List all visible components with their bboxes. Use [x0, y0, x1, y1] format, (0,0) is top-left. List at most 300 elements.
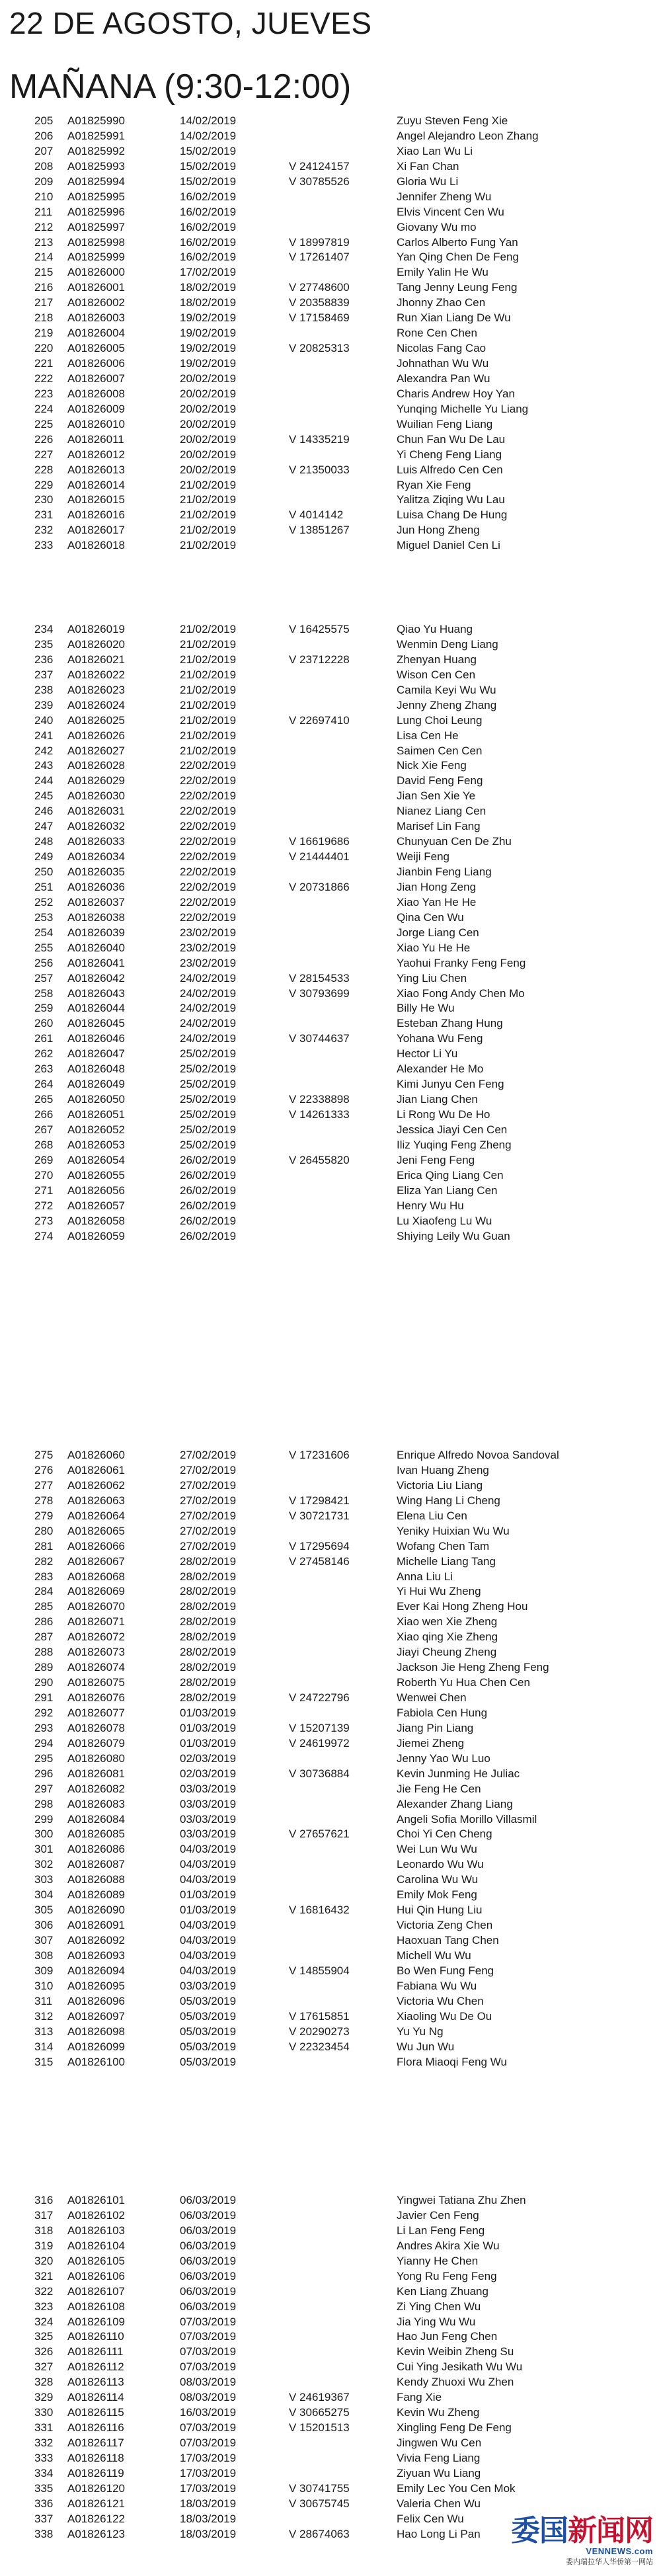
record-code: A01826040	[67, 941, 125, 954]
registration-date: 04/03/2019	[180, 1949, 237, 1962]
list-row	[0, 417, 661, 432]
row-number: 328	[34, 2376, 54, 2389]
registration-date: 24/02/2019	[180, 1032, 237, 1045]
person-name: Lu Xiaofeng Lu Wu	[397, 1214, 492, 1227]
record-code: A01826088	[67, 1873, 125, 1886]
person-name: Wing Hang Li Cheng	[397, 1494, 500, 1507]
person-name: Zi Ying Chen Wu	[397, 2300, 481, 2313]
row-number: 242	[34, 744, 54, 757]
row-number: 257	[34, 971, 54, 985]
id-number: V 14261333	[289, 1108, 350, 1121]
person-name: Chunyuan Cen De Zhu	[397, 835, 512, 848]
list-row	[0, 1478, 661, 1494]
row-number: 209	[34, 175, 54, 188]
id-number: V 22338898	[289, 1093, 350, 1106]
row-number: 309	[34, 1964, 54, 1977]
registration-date: 03/03/2019	[180, 1797, 237, 1810]
list-row	[0, 1168, 661, 1184]
row-number: 280	[34, 1524, 54, 1537]
registration-date: 25/02/2019	[180, 1138, 237, 1151]
list-row	[0, 1199, 661, 1214]
record-code: A01825992	[67, 144, 125, 157]
record-code: A01826114	[67, 2391, 124, 2404]
record-code: A01826068	[67, 1570, 125, 1583]
registration-date: 28/02/2019	[180, 1600, 237, 1613]
registration-date: 02/03/2019	[180, 1767, 237, 1780]
list-row	[0, 250, 661, 265]
person-name: Iliz Yuqing Feng Zheng	[397, 1138, 512, 1151]
list-row	[0, 2269, 661, 2284]
registration-date: 16/02/2019	[180, 251, 237, 264]
registration-date: 07/03/2019	[180, 2330, 237, 2343]
person-name: Jiayi Cheung Zheng	[397, 1646, 497, 1659]
id-number: V 20825313	[289, 342, 350, 355]
record-code: A01826059	[67, 1229, 125, 1242]
record-code: A01826009	[67, 402, 125, 415]
record-code: A01826116	[67, 2421, 124, 2435]
row-number: 256	[34, 956, 54, 969]
person-name: Luisa Chang De Hung	[397, 508, 508, 522]
person-name: Jianbin Feng Liang	[397, 865, 492, 878]
person-name: Michell Wu Wu	[397, 1949, 471, 1962]
registration-date: 04/03/2019	[180, 1843, 237, 1856]
id-number: V 17615851	[289, 2009, 350, 2023]
person-name: Wenmin Deng Liang	[397, 637, 498, 651]
list-row	[0, 1463, 661, 1478]
person-name: Enrique Alfredo Novoa Sandoval	[397, 1449, 559, 1461]
registration-date: 18/02/2019	[180, 296, 237, 309]
registration-date: 25/02/2019	[180, 1078, 237, 1091]
list-row	[0, 1584, 661, 1599]
list-row	[0, 2040, 661, 2055]
registration-date: 05/03/2019	[180, 2055, 237, 2068]
list-row	[0, 1123, 661, 1138]
person-name: Qina Cen Wu	[397, 910, 464, 924]
list-row	[0, 1138, 661, 1153]
list-row	[0, 1031, 661, 1047]
registration-date: 28/02/2019	[180, 1691, 237, 1704]
record-code: A01826102	[67, 2208, 125, 2222]
record-code: A01826014	[67, 478, 125, 491]
row-number: 251	[34, 880, 54, 893]
registration-date: 24/02/2019	[180, 1017, 237, 1030]
record-code: A01826063	[67, 1494, 125, 1507]
registration-date: 21/02/2019	[180, 539, 237, 552]
registration-date: 04/03/2019	[180, 1858, 237, 1871]
record-code: A01825995	[67, 190, 125, 203]
row-number: 301	[34, 1843, 54, 1856]
record-code: A01826099	[67, 2040, 125, 2053]
record-code: A01826062	[67, 1478, 125, 1492]
record-code: A01826120	[67, 2481, 125, 2495]
person-name: Elvis Vincent Cen Wu	[397, 205, 504, 218]
person-name: Johnathan Wu Wu	[397, 357, 489, 370]
row-number: 233	[34, 539, 54, 552]
list-row	[0, 895, 661, 910]
row-number: 312	[34, 2009, 54, 2023]
registration-date: 28/02/2019	[180, 1661, 237, 1674]
person-name: Tang Jenny Leung Feng	[397, 281, 518, 294]
registration-date: 20/02/2019	[180, 402, 237, 415]
list-row	[0, 1570, 661, 1585]
list-row	[0, 698, 661, 713]
record-code: A01826030	[67, 789, 125, 803]
list-row	[0, 1751, 661, 1767]
registration-date: 28/02/2019	[180, 1646, 237, 1659]
id-number: V 17158469	[289, 311, 350, 325]
registration-date: 18/02/2019	[180, 281, 237, 294]
id-number: V 27657621	[289, 1828, 350, 1841]
registration-date: 01/03/2019	[180, 1706, 237, 1719]
record-code: A01826086	[67, 1843, 125, 1856]
record-code: A01826055	[67, 1168, 125, 1182]
id-number: V 27748600	[289, 281, 350, 294]
person-name: Ziyuan Wu Liang	[397, 2466, 481, 2479]
row-number: 331	[34, 2421, 54, 2435]
list-row	[0, 356, 661, 372]
registration-date: 04/03/2019	[180, 1873, 237, 1886]
id-number: V 28674063	[289, 2527, 350, 2540]
person-name: Yong Ru Feng Feng	[397, 2269, 497, 2282]
list-row	[0, 1827, 661, 1842]
row-number: 267	[34, 1123, 54, 1136]
list-row	[0, 1539, 661, 1554]
registration-date: 23/02/2019	[180, 926, 237, 939]
record-code: A01826083	[67, 1797, 125, 1810]
person-name: Hui Qin Hung Liu	[397, 1904, 483, 1917]
list-row	[0, 508, 661, 523]
registration-date: 21/02/2019	[180, 493, 237, 506]
row-number: 214	[34, 251, 54, 264]
row-number: 324	[34, 2315, 54, 2328]
row-number: 246	[34, 805, 54, 818]
record-code: A01826119	[67, 2466, 124, 2479]
row-number: 259	[34, 1002, 54, 1015]
person-name: Billy He Wu	[397, 1002, 455, 1015]
registry-list-block-2	[0, 622, 661, 1244]
record-code: A01826011	[67, 432, 124, 446]
person-name: Nianez Liang Cen	[397, 805, 486, 818]
row-number: 336	[34, 2497, 54, 2510]
registration-date: 27/02/2019	[180, 1539, 237, 1552]
person-name: Xi Fan Chan	[397, 159, 459, 173]
list-row	[0, 2375, 661, 2390]
person-name: Xiao qing Xie Zheng	[397, 1630, 498, 1644]
row-number: 235	[34, 637, 54, 651]
row-number: 247	[34, 820, 54, 833]
row-number: 276	[34, 1463, 54, 1476]
row-number: 222	[34, 372, 54, 385]
row-number: 294	[34, 1736, 54, 1750]
id-number: V 28154533	[289, 971, 350, 985]
person-name: Xingling Feng De Feng	[397, 2421, 512, 2435]
watermark-tagline: 委内瑞拉华人华侨第一网站	[566, 2558, 653, 2566]
person-name: Xiao Lan Wu Li	[397, 144, 473, 157]
person-name: Marisef Lin Fang	[397, 820, 481, 833]
person-name: Leonardo Wu Wu	[397, 1858, 484, 1871]
row-number: 279	[34, 1509, 54, 1522]
list-row	[0, 804, 661, 819]
record-code: A01826111	[67, 2345, 124, 2358]
list-row	[0, 683, 661, 698]
person-name: Kimi Junyu Cen Feng	[397, 1078, 504, 1091]
list-row	[0, 1842, 661, 1857]
id-number: V 24124157	[289, 159, 350, 173]
registration-date: 22/02/2019	[180, 865, 237, 878]
person-name: Nick Xie Feng	[397, 759, 467, 772]
row-number: 248	[34, 835, 54, 848]
row-number: 335	[34, 2481, 54, 2495]
row-number: 317	[34, 2208, 54, 2222]
list-row	[0, 2254, 661, 2269]
record-code: A01826021	[67, 653, 125, 666]
list-row	[0, 205, 661, 220]
record-code: A01826096	[67, 1994, 125, 2007]
row-number: 293	[34, 1721, 54, 1734]
registration-date: 14/02/2019	[180, 114, 237, 127]
row-number: 229	[34, 478, 54, 491]
row-number: 230	[34, 493, 54, 506]
row-number: 270	[34, 1168, 54, 1182]
registration-date: 05/03/2019	[180, 2040, 237, 2053]
id-number: V 16619686	[289, 835, 350, 848]
person-name: Jingwen Wu Cen	[397, 2436, 482, 2449]
id-number: V 17231606	[289, 1449, 350, 1461]
person-name: Charis Andrew Hoy Yan	[397, 387, 515, 400]
registration-date: 19/02/2019	[180, 327, 237, 340]
row-number: 237	[34, 668, 54, 681]
id-number: V 15207139	[289, 1721, 350, 1734]
person-name: Erica Qing Liang Cen	[397, 1168, 504, 1182]
person-name: Victoria Zeng Chen	[397, 1919, 493, 1932]
registration-date: 04/03/2019	[180, 1934, 237, 1947]
person-name: Jeni Feng Feng	[397, 1153, 475, 1166]
record-code: A01826037	[67, 895, 125, 908]
person-name: Xiao Fong Andy Chen Mo	[397, 986, 525, 1000]
list-row	[0, 372, 661, 387]
person-name: Flora Miaoqi Feng Wu	[397, 2055, 507, 2068]
id-number: V 26455820	[289, 1153, 350, 1166]
record-code: A01826019	[67, 623, 125, 635]
person-name: Michelle Liang Tang	[397, 1554, 496, 1568]
record-code: A01826051	[67, 1108, 125, 1121]
list-row	[0, 493, 661, 508]
registry-list-block-4	[0, 2193, 661, 2542]
list-row	[0, 2208, 661, 2224]
record-code: A01826080	[67, 1751, 125, 1765]
person-name: Jiemei Zheng	[397, 1736, 465, 1750]
row-number: 303	[34, 1873, 54, 1886]
registration-date: 20/02/2019	[180, 432, 237, 446]
list-row	[0, 144, 661, 159]
registration-date: 06/03/2019	[180, 2194, 237, 2206]
record-code: A01826093	[67, 1949, 125, 1962]
row-number: 216	[34, 281, 54, 294]
registration-date: 22/02/2019	[180, 835, 237, 848]
registration-date: 23/02/2019	[180, 956, 237, 969]
id-number: V 24619367	[289, 2391, 350, 2404]
person-name: Yaohui Franky Feng Feng	[397, 956, 526, 969]
row-number: 243	[34, 759, 54, 772]
record-code: A01826033	[67, 835, 125, 848]
list-row	[0, 744, 661, 759]
list-row	[0, 2360, 661, 2375]
registration-date: 23/02/2019	[180, 941, 237, 954]
person-name: Jackson Jie Heng Zheng Feng	[397, 1661, 549, 1674]
row-number: 326	[34, 2345, 54, 2358]
person-name: Valeria Chen Wu	[397, 2497, 481, 2510]
registration-date: 22/02/2019	[180, 895, 237, 908]
list-row	[0, 1001, 661, 1016]
registration-date: 17/02/2019	[180, 266, 237, 279]
row-number: 327	[34, 2360, 54, 2374]
id-number: V 15201513	[289, 2421, 350, 2435]
registration-date: 03/03/2019	[180, 1782, 237, 1795]
list-row	[0, 1994, 661, 2009]
registration-date: 20/02/2019	[180, 463, 237, 476]
record-code: A01825991	[67, 129, 125, 142]
record-code: A01826105	[67, 2254, 125, 2267]
row-number: 284	[34, 1585, 54, 1598]
list-row	[0, 2436, 661, 2451]
list-row	[0, 159, 661, 175]
person-name: Jenny Zheng Zhang	[397, 698, 497, 711]
registration-date: 06/03/2019	[180, 2224, 237, 2237]
list-row	[0, 653, 661, 668]
registration-date: 19/02/2019	[180, 357, 237, 370]
registration-date: 03/03/2019	[180, 1979, 237, 1992]
record-code: A01826047	[67, 1047, 125, 1061]
record-code: A01826085	[67, 1828, 125, 1841]
record-code: A01826089	[67, 1888, 125, 1902]
record-code: A01826094	[67, 1964, 125, 1977]
list-row	[0, 2055, 661, 2070]
registration-date: 21/02/2019	[180, 524, 237, 537]
person-name: Weiji Feng	[397, 850, 449, 864]
list-row	[0, 1229, 661, 1244]
person-name: Shiying Leily Wu Guan	[397, 1229, 510, 1242]
registration-date: 20/02/2019	[180, 372, 237, 385]
id-number: V 30741755	[289, 2481, 350, 2495]
id-number: V 18997819	[289, 235, 350, 249]
record-code: A01826002	[67, 296, 125, 309]
person-name: Carlos Alberto Fung Yan	[397, 235, 518, 249]
registration-date: 25/02/2019	[180, 1108, 237, 1121]
list-row	[0, 1214, 661, 1229]
row-number: 260	[34, 1017, 54, 1030]
record-code: A01826106	[67, 2269, 125, 2282]
row-number: 231	[34, 508, 54, 522]
list-row	[0, 2390, 661, 2405]
record-code: A01826064	[67, 1509, 125, 1522]
registration-date: 22/02/2019	[180, 805, 237, 818]
list-row	[0, 1107, 661, 1123]
registration-date: 26/02/2019	[180, 1229, 237, 1242]
list-row	[0, 1509, 661, 1524]
id-number: V 30793699	[289, 986, 350, 1000]
row-number: 271	[34, 1184, 54, 1197]
list-row	[0, 2025, 661, 2040]
person-name: Hector Li Yu	[397, 1047, 458, 1061]
registration-date: 05/03/2019	[180, 2009, 237, 2023]
list-row	[0, 1016, 661, 1031]
list-row	[0, 865, 661, 880]
row-number: 262	[34, 1047, 54, 1061]
row-number: 240	[34, 713, 54, 727]
row-number: 314	[34, 2040, 54, 2053]
list-row	[0, 2224, 661, 2239]
registration-date: 15/02/2019	[180, 175, 237, 188]
row-number: 304	[34, 1888, 54, 1902]
list-row	[0, 850, 661, 865]
row-number: 338	[34, 2527, 54, 2540]
list-row	[0, 1857, 661, 1872]
registration-date: 17/03/2019	[180, 2481, 237, 2495]
list-row	[0, 190, 661, 205]
person-name: Rone Cen Chen	[397, 327, 477, 340]
person-name: Jun Hong Zheng	[397, 524, 480, 537]
record-code: A01826038	[67, 910, 125, 924]
id-number: V 17295694	[289, 1539, 350, 1552]
id-number: V 23712228	[289, 653, 350, 666]
list-row	[0, 2300, 661, 2315]
row-number: 329	[34, 2391, 54, 2404]
record-code: A01826035	[67, 865, 125, 878]
person-name: Jorge Liang Cen	[397, 926, 479, 939]
record-code: A01826041	[67, 956, 125, 969]
row-number: 274	[34, 1229, 54, 1242]
id-number: V 21444401	[289, 850, 350, 864]
registration-date: 21/02/2019	[180, 744, 237, 757]
id-number: V 20290273	[289, 2025, 350, 2038]
record-code: A01826044	[67, 1002, 125, 1015]
person-name: Li Rong Wu De Ho	[397, 1108, 490, 1121]
person-name: Hao Long Li Pan	[397, 2527, 481, 2540]
registration-date: 07/03/2019	[180, 2421, 237, 2435]
record-code: A01826115	[67, 2406, 124, 2419]
row-number: 236	[34, 653, 54, 666]
registration-date: 22/02/2019	[180, 910, 237, 924]
row-number: 249	[34, 850, 54, 864]
row-number: 254	[34, 926, 54, 939]
list-row	[0, 1706, 661, 1721]
registration-date: 04/03/2019	[180, 1919, 237, 1932]
registration-date: 07/03/2019	[180, 2436, 237, 2449]
registration-date: 28/02/2019	[180, 1676, 237, 1689]
person-name: Xiaoling Wu De Ou	[397, 2009, 492, 2023]
row-number: 269	[34, 1153, 54, 1166]
registration-date: 01/03/2019	[180, 1888, 237, 1902]
row-number: 306	[34, 1919, 54, 1932]
list-row	[0, 326, 661, 341]
row-number: 307	[34, 1934, 54, 1947]
person-name: Yan Qing Chen De Feng	[397, 251, 519, 264]
record-code: A01826078	[67, 1721, 125, 1734]
row-number: 295	[34, 1751, 54, 1765]
registration-date: 16/03/2019	[180, 2406, 237, 2419]
record-code: A01826054	[67, 1153, 125, 1166]
row-number: 308	[34, 1949, 54, 1962]
registration-date: 27/02/2019	[180, 1463, 237, 1476]
list-row	[0, 2329, 661, 2345]
record-code: A01826098	[67, 2025, 125, 2038]
registration-date: 15/02/2019	[180, 159, 237, 173]
id-number: V 24722796	[289, 1691, 350, 1704]
record-code: A01825994	[67, 175, 125, 188]
record-code: A01826012	[67, 448, 125, 461]
registration-date: 28/02/2019	[180, 1585, 237, 1598]
list-row	[0, 463, 661, 478]
